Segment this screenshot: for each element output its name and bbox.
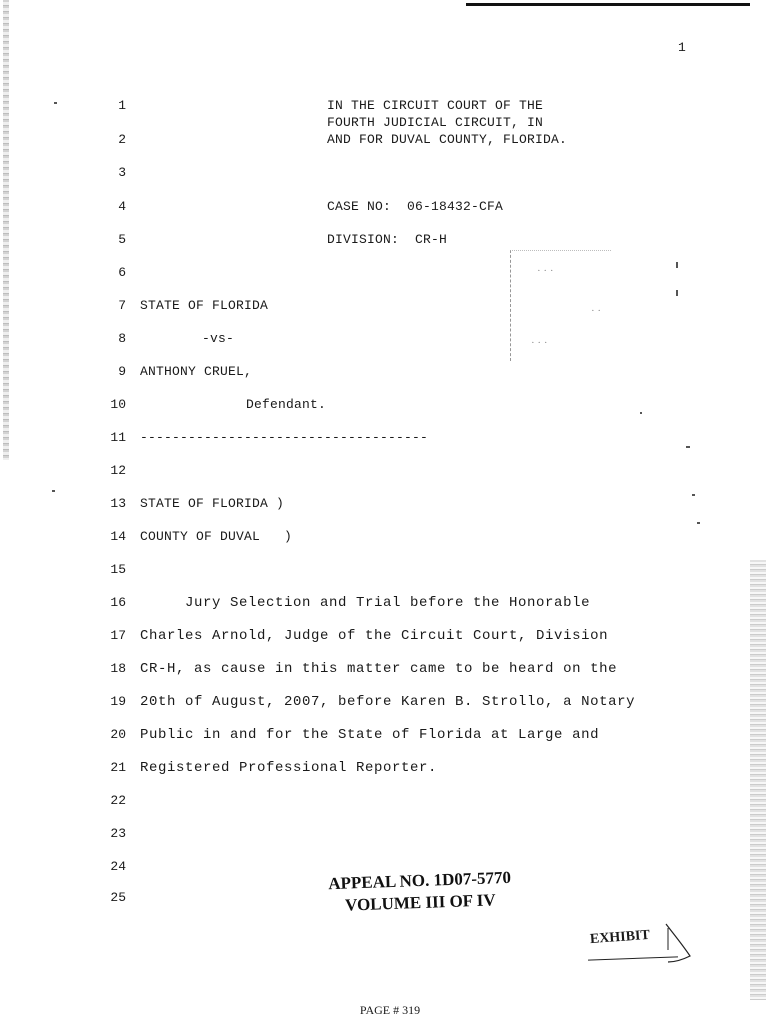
line-number: 10 (110, 397, 126, 412)
line-number: 24 (110, 859, 126, 874)
scan-speck (686, 446, 690, 448)
court-heading-line: AND FOR DUVAL COUNTY, FLORIDA. (327, 132, 568, 147)
scan-speck (52, 490, 55, 492)
line-number: 14 (110, 529, 126, 544)
line-number: 21 (110, 760, 126, 775)
line-number: 1 (118, 98, 126, 113)
faded-stamp: · · · · · · · · (510, 250, 611, 361)
line-number: 12 (110, 463, 126, 478)
corner-page-number: 1 (678, 40, 686, 55)
paragraph-line: Registered Professional Reporter. (140, 760, 438, 776)
scan-right-edge (750, 560, 766, 1000)
division: DIVISION: CR-H (327, 232, 448, 247)
scan-speck (676, 290, 678, 296)
line-number: 18 (110, 661, 126, 676)
line-number: 8 (118, 331, 126, 346)
exhibit-label: EXHIBIT (589, 927, 651, 948)
line-number: 3 (118, 165, 126, 180)
line-number: 22 (110, 793, 126, 808)
line-number: 4 (118, 199, 126, 214)
line-number: 11 (110, 430, 126, 445)
scan-top-rule (466, 3, 750, 6)
versus-label: -vs- (202, 331, 235, 346)
scan-left-edge (3, 0, 9, 460)
plaintiff-name: STATE OF FLORIDA (140, 298, 269, 313)
case-number: CASE NO: 06-18432-CFA (327, 199, 504, 214)
line-number: 20 (110, 727, 126, 742)
appeal-stamp (299, 866, 540, 918)
scan-speck (676, 262, 678, 268)
line-number: 13 (110, 496, 126, 511)
paragraph-line: Charles Arnold, Judge of the Circuit Court, Division (140, 628, 609, 644)
court-heading-line: IN THE CIRCUIT COURT OF THE (327, 98, 544, 113)
paragraph-line: CR-H, as cause in this matter came to be heard on the (140, 661, 618, 677)
line-number: 25 (110, 890, 126, 905)
caption-separator: ------------------------------------ (140, 430, 429, 445)
paragraph-line: Public in and for the State of Florida at Large and (140, 727, 600, 743)
scan-speck (692, 494, 695, 496)
venue-county: COUNTY OF DUVAL ) (140, 529, 293, 544)
line-number: 5 (118, 232, 126, 247)
line-number: 23 (110, 826, 126, 841)
paragraph-line: Jury Selection and Trial before the Honorable (140, 595, 591, 611)
line-number: 15 (110, 562, 126, 577)
court-heading-line: FOURTH JUDICIAL CIRCUIT, IN (327, 115, 544, 130)
appeal-number: APPEAL NO. 1D07-5770 (327, 867, 512, 894)
line-number: 9 (118, 364, 126, 379)
paragraph-line: 20th of August, 2007, before Karen B. Strollo, a Notary (140, 694, 636, 710)
scan-speck (640, 412, 642, 414)
line-number: 2 (118, 132, 126, 147)
line-number: 19 (110, 694, 126, 709)
line-number: 16 (110, 595, 126, 610)
line-number: 6 (118, 265, 126, 280)
line-number: 17 (110, 628, 126, 643)
scan-speck (697, 522, 700, 524)
exhibit-tab-icon (662, 922, 692, 964)
line-number: 7 (118, 298, 126, 313)
page-footer: PAGE # 319 (359, 1003, 421, 1017)
defendant-name: ANTHONY CRUEL, (140, 364, 253, 379)
venue-state: STATE OF FLORIDA ) (140, 496, 285, 511)
appeal-volume: VOLUME III OF IV (344, 890, 496, 915)
defendant-label: Defendant. (246, 397, 327, 412)
scan-speck (54, 102, 57, 104)
